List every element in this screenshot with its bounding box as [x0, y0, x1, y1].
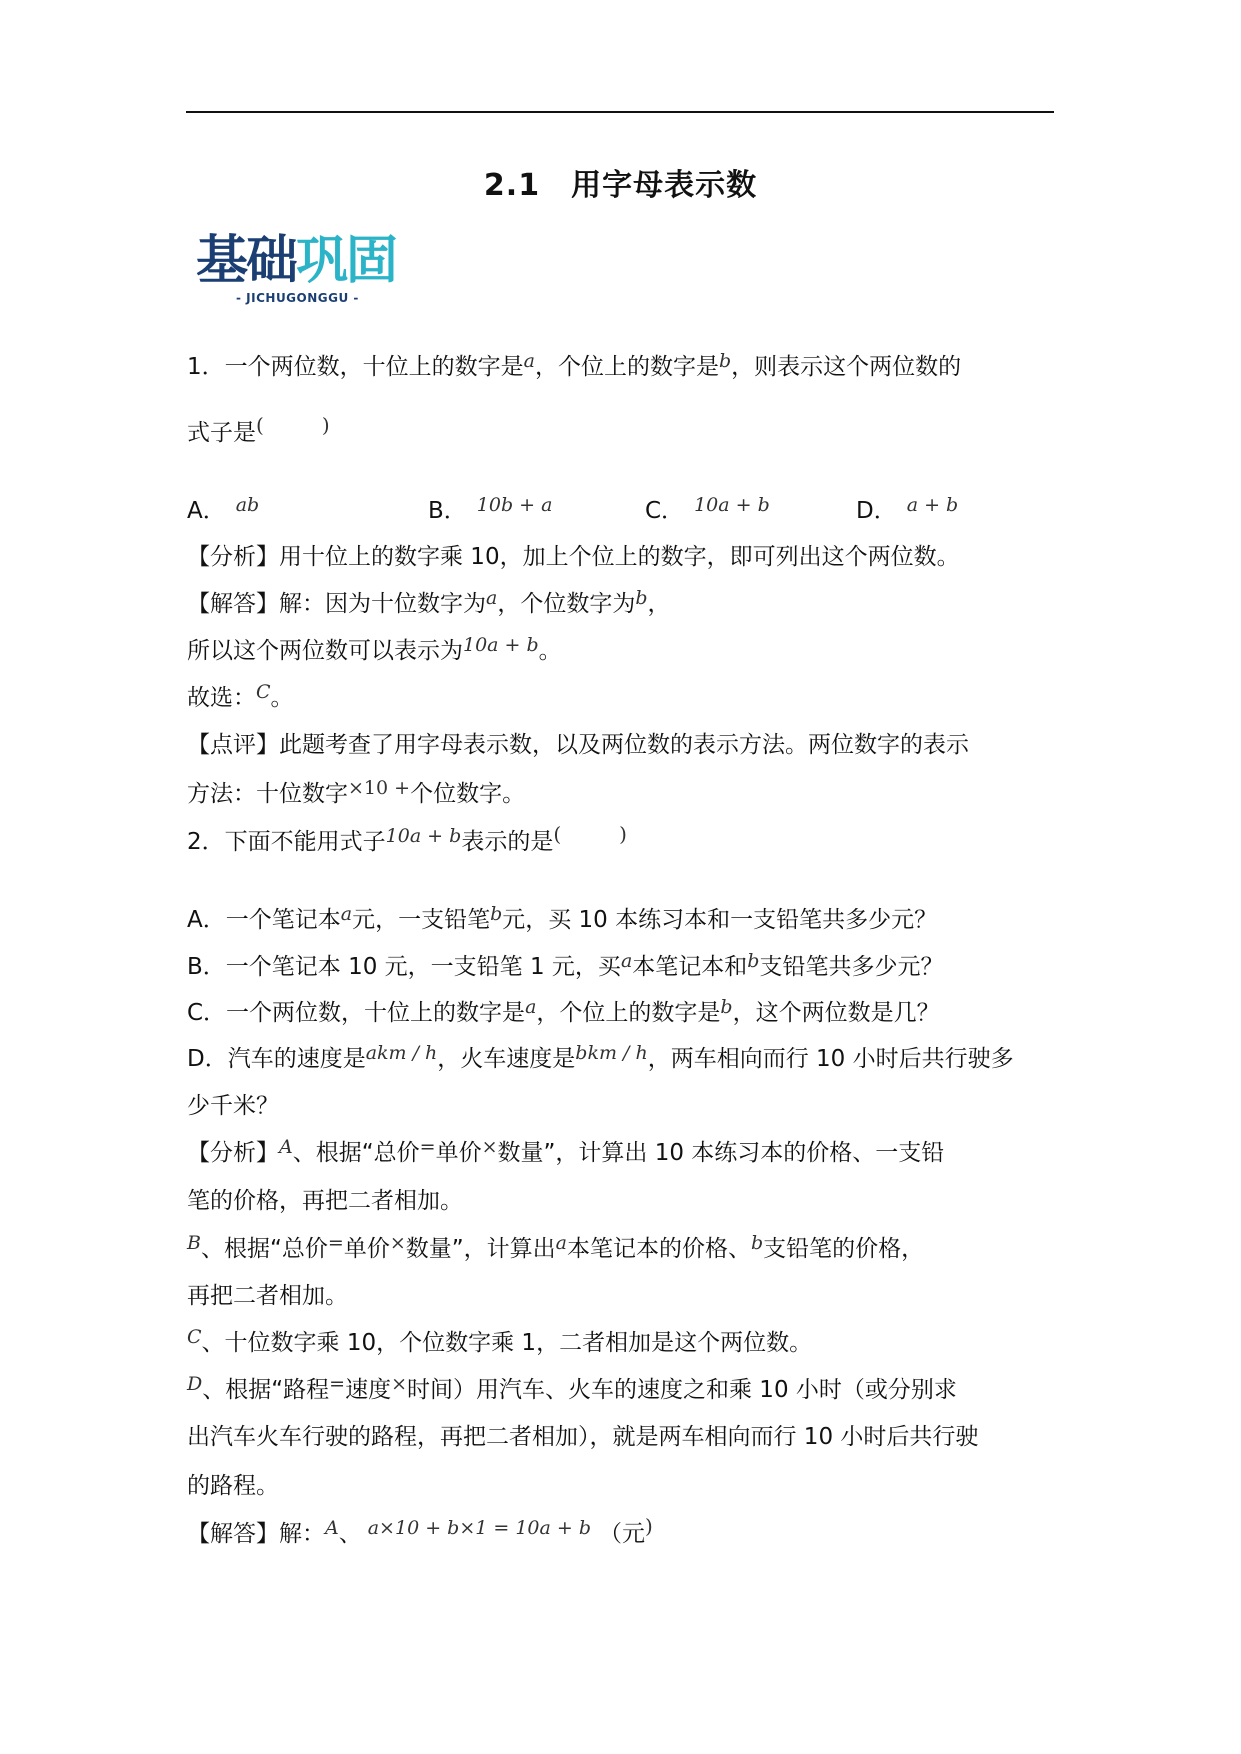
q1-option-d: D． $^{a + b}$	[856, 494, 959, 524]
q1-comment-line2: 方法：十位数字$^{\times 10 +}$个位数字。	[187, 777, 526, 807]
q1-option-b: B． $^{10b + a}$	[428, 494, 553, 524]
q1-stem-line1: 1．一个两位数，十位上的数字是$^a$，个位上的数字是$^b$，则表示这个两位数的	[187, 350, 962, 380]
q1-choice: 故选：$^C$。	[187, 681, 294, 711]
logo-sub-text: - JICHUGONGGU -	[236, 291, 359, 305]
q2-option-a: A．一个笔记本$^a$元，一支铅笔$^b$元，买 10 本练习本和一支铅笔共多少元？	[187, 903, 938, 933]
q2-analysis-d-line2: 出汽车火车行驶的路程，再把二者相加），就是两车相向而行 10 小时后共行驶	[187, 1424, 979, 1450]
q2-analysis-c: $^C$、十位数字乘 10，个位数字乘 1，二者相加是这个两位数。	[187, 1326, 813, 1356]
q2-option-b: B．一个笔记本 10 元，一支铅笔 1 元，买$^a$本笔记本和$^b$支铅笔共多少元？	[187, 950, 944, 980]
q2-analysis-d-line3: 的路程。	[187, 1473, 279, 1499]
q1-option-a: A． $^{ab}$	[187, 494, 260, 524]
q2-analysis-a-line2: 笔的价格，再把二者相加。	[187, 1188, 463, 1214]
q1-answer-line1: 【解答】解：因为十位数字为$^a$，个位数字为$^b$，	[187, 587, 671, 617]
q1-analysis: 【分析】用十位上的数字乘 10，加上个位上的数字，即可列出这个两位数。	[187, 544, 960, 570]
q2-option-c: C．一个两位数，十位上的数字是$^a$，个位上的数字是$^b$，这个两位数是几？	[187, 996, 940, 1026]
q2-analysis-a-line1: 【分析】$^A$、根据“总价=单价×数量”，计算出 10 本练习本的价格、一支铅	[187, 1136, 945, 1166]
q2-analysis-b-line2: 再把二者相加。	[187, 1283, 348, 1309]
q2-solution: 【解答】解：$^A$、 $^{a\times 10 + b\times 1 = 10a + b}$ （元)	[187, 1514, 653, 1547]
q1-answer-line2: 所以这个两位数可以表示为$^{10a + b}$。	[187, 634, 562, 664]
q1-option-c: C． $^{10a + b}$	[645, 494, 770, 524]
q2-option-d-line1: D．汽车的速度是$^{akm / h}$，火车速度是$^{bkm / h}$，两车相向而行 10 小时后共行驶多	[187, 1042, 1014, 1072]
q1-stem-line2: 式子是( )	[187, 413, 330, 446]
q2-analysis-b-line1: $^B$、根据“总价=单价×数量”，计算出$^a$本笔记本的价格、$^b$支铅笔的价格，	[187, 1232, 925, 1262]
q2-analysis-d-line1: $^D$、根据“路程=速度×时间）用汽车、火车的速度之和乘 10 小时（或分别求	[187, 1373, 957, 1403]
logo-main-text: 基础巩固	[196, 231, 397, 291]
header-rule	[186, 111, 1054, 113]
page-title: 2.1 用字母表示数	[483, 168, 758, 203]
q1-comment-line1: 【点评】此题考查了用字母表示数，以及两位数的表示方法。两位数字的表示	[187, 732, 969, 758]
q2-option-d-line2: 少千米？	[187, 1093, 279, 1119]
q2-stem: 2．下面不能用式子$^{10a + b}$表示的是( )	[187, 822, 627, 855]
section-logo	[196, 228, 414, 306]
